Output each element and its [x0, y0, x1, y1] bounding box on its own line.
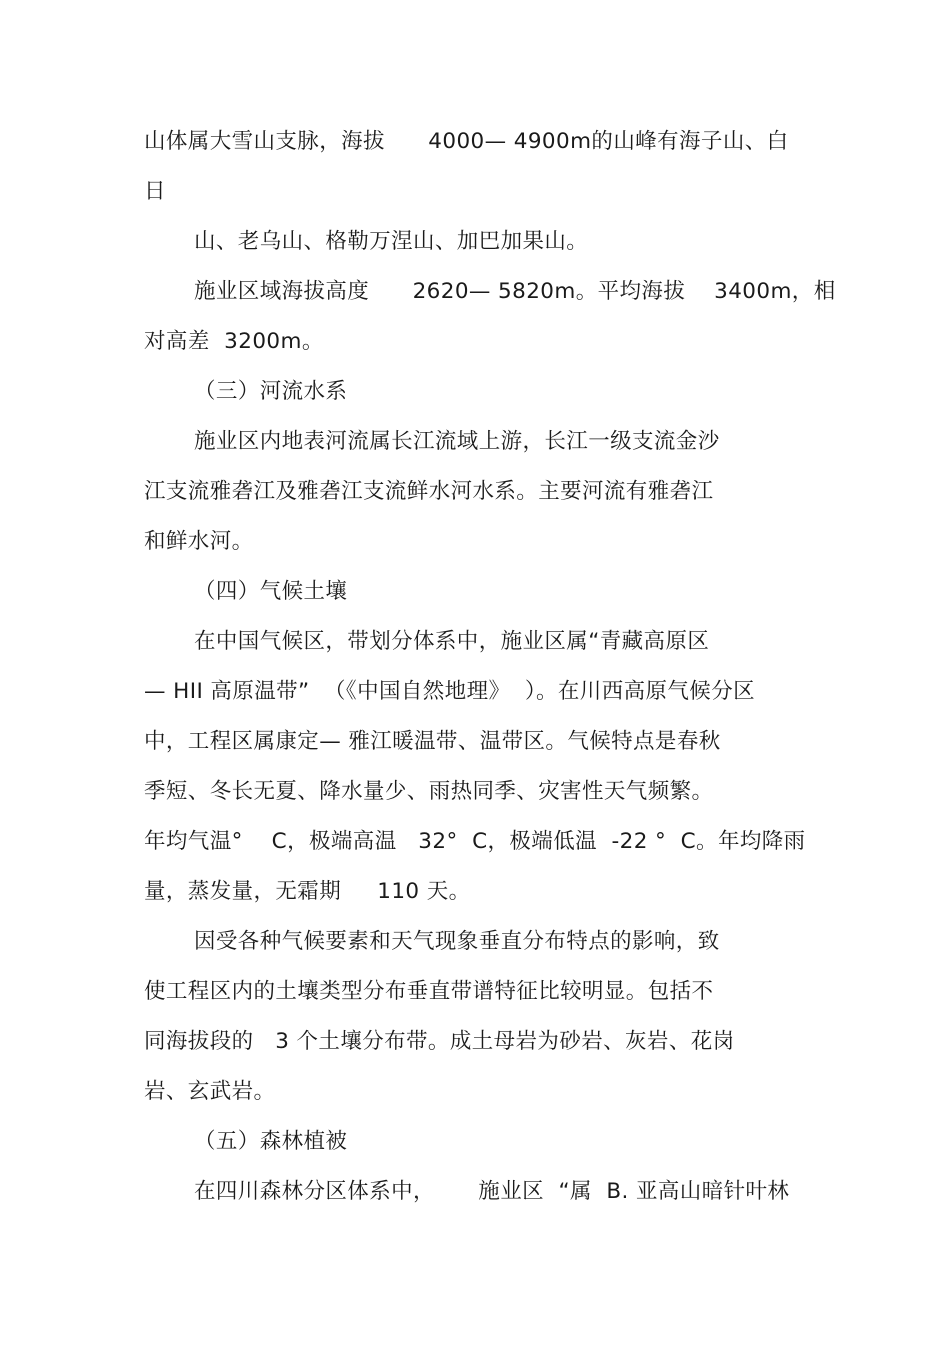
paragraph-mountains-line-1: 山体属大雪山支脉，海拔 4000— 4900m的山峰有海子山、白 [144, 129, 789, 154]
paragraph-soil-line-1: 因受各种气候要素和天气现象垂直分布特点的影响，致 [194, 929, 720, 954]
paragraph-rivers-line-1: 施业区内地表河流属长江流域上游，长江一级支流金沙 [194, 429, 720, 454]
paragraph-elevation-line-2: 对高差 3200m。 [144, 329, 324, 354]
paragraph-rivers-line-2: 江支流雅砻江及雅砻江支流鲜水河水系。主要河流有雅砻江 [144, 479, 714, 504]
paragraph-soil-line-2: 使工程区内的土壤类型分布垂直带谱特征比较明显。包括不 [144, 979, 714, 1004]
section-heading-climate: （四）气候土壤 [194, 579, 348, 604]
paragraph-soil-line-3: 同海拔段的 3 个土壤分布带。成土母岩为砂岩、灰岩、花岗 [144, 1029, 735, 1054]
section-heading-forest: （五）森林植被 [194, 1129, 348, 1154]
paragraph-climate-line-2: — HII 高原温带” （《中国自然地理》 ）。在川西高原气候分区 [144, 679, 755, 704]
paragraph-climate-line-4: 季短、冬长无夏、降水量少、雨热同季、灾害性天气频繁。 [144, 779, 714, 804]
paragraph-mountains-line-3: 山、老乌山、格勒万涅山、加巴加果山。 [194, 229, 589, 254]
paragraph-climate-line-1: 在中国气候区，带划分体系中，施业区属“青藏高原区 [194, 629, 710, 654]
paragraph-elevation-line-1: 施业区域海拔高度 2620— 5820m。平均海拔 3400m，相 [194, 279, 836, 304]
paragraph-climate-line-3: 中，工程区属康定— 雅江暖温带、温带区。气候特点是春秋 [144, 729, 721, 754]
paragraph-rivers-line-3: 和鲜水河。 [144, 529, 254, 554]
paragraph-climate-line-5: 年均气温° C，极端高温 32° C，极端低温 -22 ° C。年均降雨 [144, 829, 806, 854]
section-heading-rivers: （三）河流水系 [194, 379, 348, 404]
paragraph-forest-line-1: 在四川森林分区体系中， 施业区 “属 B. 亚高山暗针叶林 [194, 1179, 790, 1204]
paragraph-mountains-line-2: 日 [144, 179, 166, 204]
paragraph-soil-line-4: 岩、玄武岩。 [144, 1079, 276, 1104]
paragraph-climate-line-6: 量，蒸发量，无霜期 110 天。 [144, 879, 471, 904]
